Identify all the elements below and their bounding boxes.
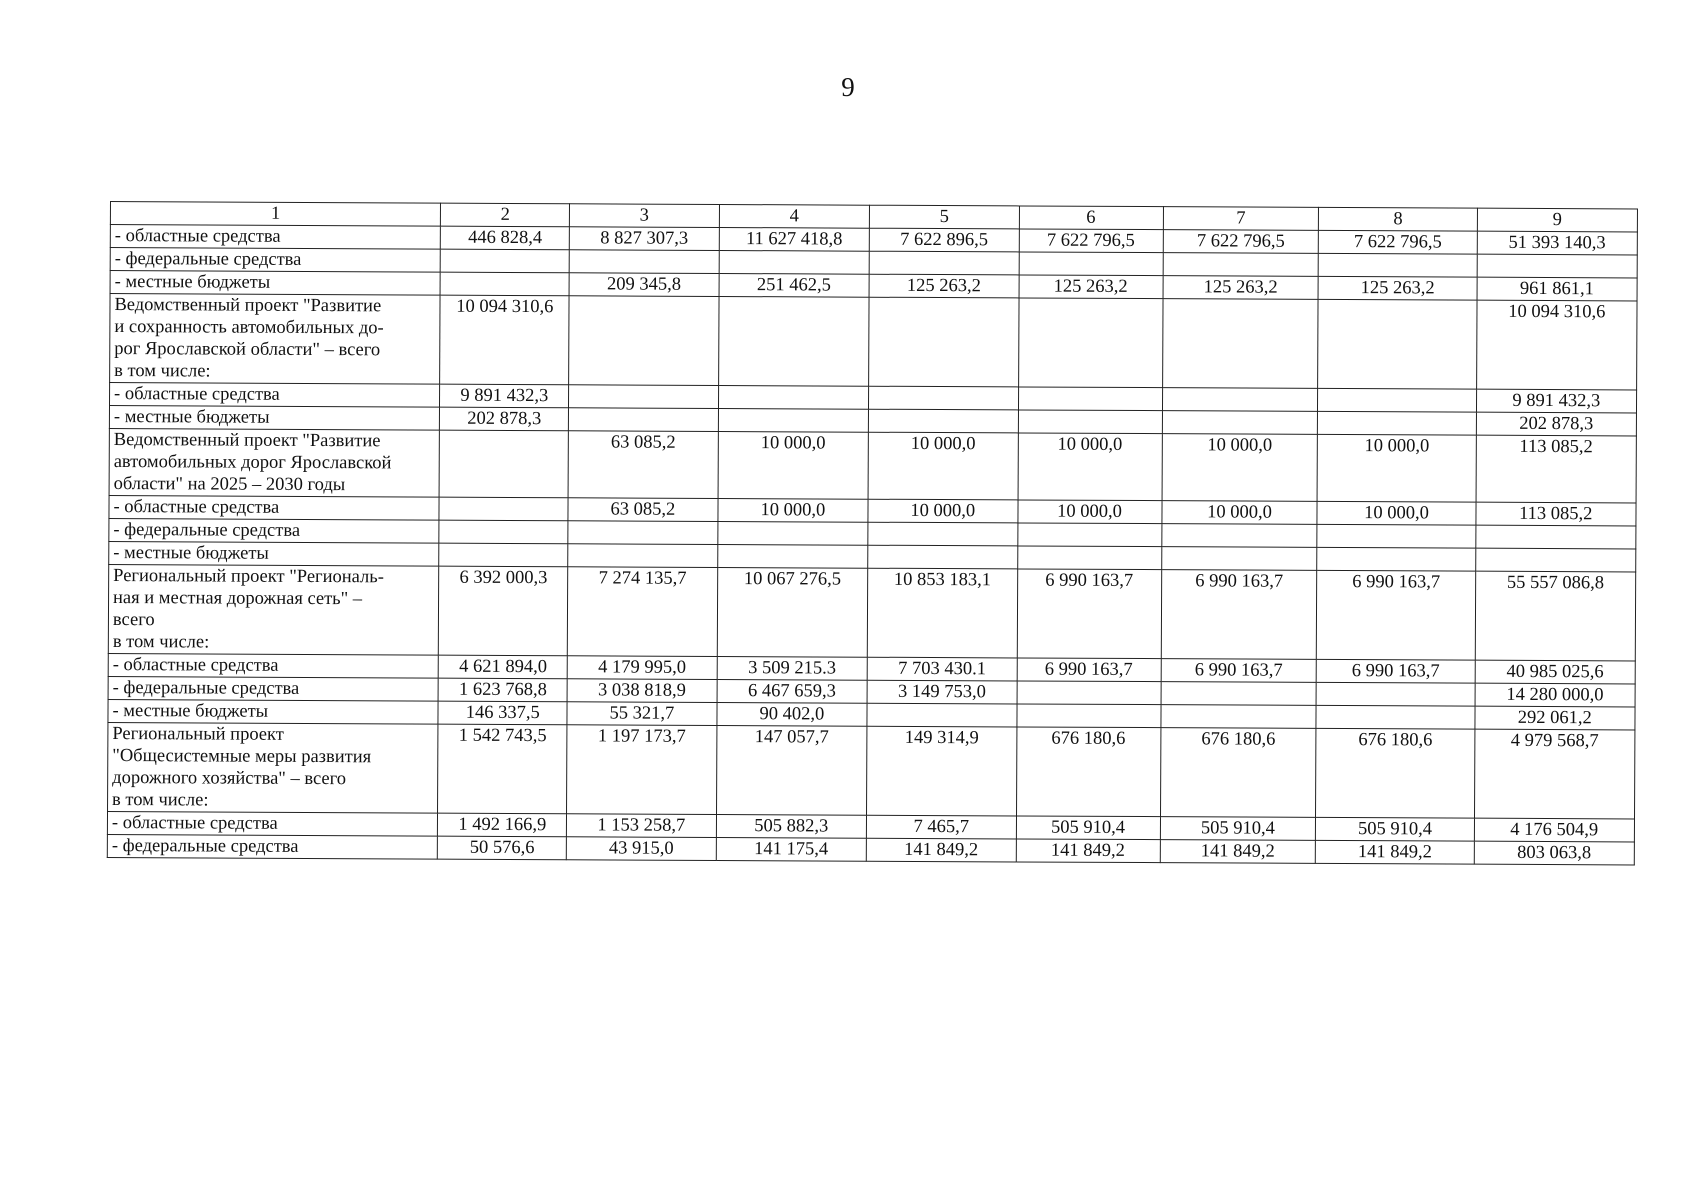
page-number: 9 [841,72,856,102]
table-cell: 10 094 310,6 [440,295,569,385]
table-cell: 43 915,0 [566,837,716,861]
column-header-5: 5 [870,205,1020,229]
table-cell [1016,704,1160,728]
table-cell: 209 345,8 [569,273,719,297]
table-cell: 55 321,7 [567,702,717,726]
table-cell [719,250,870,274]
table-cell: 6 990 163,7 [1017,569,1161,659]
table-cell: 7 622 796,5 [1019,229,1163,253]
table-cell: 10 000,0 [718,431,869,499]
table-cell [718,408,869,432]
row-label: Ведомственный проект "Развитие и сохранность автомобильных до- рог Ярославской области" – всего в том числе: [110,294,441,385]
table-cell: 292 061,2 [1475,706,1635,730]
table-cell: 4 979 568,7 [1474,729,1635,819]
table-cell: 10 094 310,6 [1476,300,1637,390]
row-label: - областные средства [110,225,441,250]
table-cell [869,297,1019,387]
table-cell [1018,298,1162,388]
table-cell: 676 180,6 [1016,727,1160,817]
table-cell: 3 038 818,9 [567,679,717,703]
table-cell [569,296,719,386]
table-cell: 10 000,0 [718,498,869,522]
table-cell [439,520,568,544]
table-cell: 202 878,3 [440,407,569,431]
table-cell: 505 910,4 [1316,817,1474,841]
table-cell [1318,411,1476,435]
table-cell [1317,524,1475,548]
row-label: Региональный проект "Региональ- ная и местная дорожная сеть" – всего в том числе: [108,564,439,655]
table-cell: 6 990 163,7 [1017,658,1161,682]
table-cell [440,430,569,498]
table-cell: 10 000,0 [868,499,1018,523]
column-header-3: 3 [570,204,720,228]
table-cell: 676 180,6 [1316,728,1475,818]
budget-table [107,201,1638,865]
table-cell [1318,388,1476,412]
table-cell [1018,410,1162,434]
table-cell: 10 000,0 [1318,434,1476,502]
table-cell [1161,524,1317,548]
column-header-6: 6 [1019,206,1163,230]
table-cell [1161,682,1317,706]
table-cell [441,249,570,273]
column-header-9: 9 [1477,208,1637,232]
table-cell [1019,252,1163,276]
table-cell [439,497,568,521]
table-cell: 125 263,2 [1319,276,1477,300]
table-cell [1475,525,1635,549]
table-cell [569,408,719,432]
table-body [107,225,1637,865]
row-label: - федеральные средства [109,518,440,543]
table-cell: 141 849,2 [1160,840,1316,864]
table-cell: 113 085,2 [1476,435,1637,503]
table-cell: 10 000,0 [1162,434,1318,502]
table-cell: 7 622 796,5 [1163,230,1319,254]
table-cell: 147 057,7 [716,725,867,815]
table-cell [1162,388,1318,412]
table-cell: 141 849,2 [1316,840,1474,864]
column-header-2: 2 [441,203,570,227]
table-cell [869,251,1019,275]
table-row [108,722,1635,818]
table-cell [868,545,1018,569]
table-cell: 202 878,3 [1476,412,1636,436]
table-cell: 10 000,0 [1017,500,1161,524]
table-cell: 9 891 432,3 [1476,389,1636,413]
table-cell [869,409,1019,433]
table-cell: 6 990 163,7 [1161,659,1317,683]
table-cell: 1 542 743,5 [438,724,567,814]
table-cell: 7 703 430.1 [867,657,1017,681]
table-cell: 8 827 307,3 [569,227,719,251]
table-cell: 141 175,4 [716,837,867,861]
table-cell: 1 153 258,7 [567,814,717,838]
table-cell [1161,547,1317,571]
table-cell [1163,253,1319,277]
table-cell: 63 085,2 [568,498,718,522]
table-cell: 6 990 163,7 [1161,570,1317,660]
table-cell: 51 393 140,3 [1477,231,1637,255]
table-row [110,294,1637,390]
table-cell: 10 000,0 [1317,501,1475,525]
table-cell: 10 067 276,5 [717,567,868,657]
table-cell: 63 085,2 [568,431,718,499]
table-cell: 446 828,4 [441,226,570,250]
table-cell [441,272,570,296]
table-cell: 1 197 173,7 [567,725,717,815]
table-cell: 40 985 025,6 [1475,660,1635,684]
table-cell: 1 623 768,8 [439,678,568,702]
table-cell [1160,705,1316,729]
table-cell [569,250,719,274]
table-cell: 14 280 000,0 [1475,683,1635,707]
table-cell [717,544,868,568]
table-cell: 90 402,0 [717,702,868,726]
table-cell: 6 990 163,7 [1317,570,1476,660]
table-cell: 4 176 504,9 [1474,818,1634,842]
table-cell [1162,411,1318,435]
row-label: - местные бюджеты [110,271,441,296]
table-cell: 803 063,8 [1474,841,1634,865]
row-label: - областные средства [110,383,441,408]
column-header-1: 1 [110,202,441,227]
table-cell: 7 274 135,7 [567,567,717,657]
table-cell [569,385,719,409]
table-cell: 50 576,6 [438,836,567,860]
table-cell [869,386,1019,410]
table-cell: 113 085,2 [1476,502,1636,526]
table-cell: 10 000,0 [1161,501,1317,525]
table-cell: 505 882,3 [716,814,867,838]
table-cell [1319,253,1477,277]
row-label: - федеральные средства [107,834,438,859]
table-cell: 7 622 896,5 [869,228,1019,252]
table-cell [1162,299,1318,389]
table-row [109,428,1636,502]
table-cell [867,703,1017,727]
row-label: - федеральные средства [108,676,439,701]
row-label: - местные бюджеты [108,699,439,724]
table-cell: 9 891 432,3 [440,384,569,408]
table-cell: 125 263,2 [1163,276,1319,300]
table-cell [1317,547,1475,571]
table-cell: 4 179 995,0 [567,656,717,680]
table-cell: 251 462,5 [719,273,870,297]
table-cell: 7 622 796,5 [1319,230,1477,254]
table-cell [1318,299,1477,389]
table-cell: 1 492 166,9 [438,813,567,837]
table-cell: 11 627 418,8 [719,227,870,251]
table-cell: 125 263,2 [869,274,1019,298]
table-cell: 10 853 183,1 [867,568,1017,658]
table-cell [1017,523,1161,547]
table-cell: 149 314,9 [867,726,1017,816]
table-cell [1017,546,1161,570]
table-cell: 55 557 086,8 [1475,571,1636,661]
table-cell [1017,681,1161,705]
table-cell: 10 000,0 [1018,433,1162,501]
table-cell: 146 337,5 [438,701,567,725]
row-label: Региональный проект "Общесистемные меры развития дорожного хозяйства" – всего в том числе: [108,722,439,813]
row-label: - местные бюджеты [109,541,440,566]
table-cell [568,544,718,568]
table-cell [439,543,568,567]
table-cell: 505 910,4 [1016,816,1160,840]
table-cell: 6 467 659,3 [717,679,868,703]
table-cell [718,385,869,409]
table-cell: 505 910,4 [1160,817,1316,841]
table-cell [568,521,718,545]
row-label: - областные средства [107,811,438,836]
table-cell: 3 509 215.3 [717,656,868,680]
table-cell: 141 849,2 [1016,839,1160,863]
table-cell [1018,387,1162,411]
budget-table-wrapper [110,201,1638,864]
column-header-7: 7 [1163,207,1319,231]
table-cell: 6 990 163,7 [1317,659,1475,683]
table-cell: 3 149 753,0 [867,680,1017,704]
table-cell [1475,548,1635,572]
table-cell: 676 180,6 [1160,728,1316,818]
table-cell: 7 465,7 [867,815,1017,839]
table-cell [868,522,1018,546]
row-label: - областные средства [109,495,440,520]
table-cell [717,521,868,545]
column-header-4: 4 [719,204,870,228]
table-row [108,564,1635,660]
table-cell: 141 849,2 [866,838,1016,862]
table-cell [1477,254,1637,278]
table-cell [1316,705,1474,729]
row-label: Ведомственный проект "Развитие автомобильных дорог Ярославской области" на 2025 – 2030 годы [109,428,440,497]
table-cell: 961 861,1 [1477,277,1637,301]
table-cell [1317,682,1475,706]
row-label: - федеральные средства [110,248,441,273]
table-cell: 6 392 000,3 [439,566,568,656]
table-cell: 125 263,2 [1019,275,1163,299]
table-cell: 4 621 894,0 [439,655,568,679]
row-label: - местные бюджеты [109,406,440,431]
column-header-8: 8 [1319,207,1477,231]
row-label: - областные средства [108,653,439,678]
table-cell: 10 000,0 [868,432,1018,500]
table-cell [718,296,869,386]
